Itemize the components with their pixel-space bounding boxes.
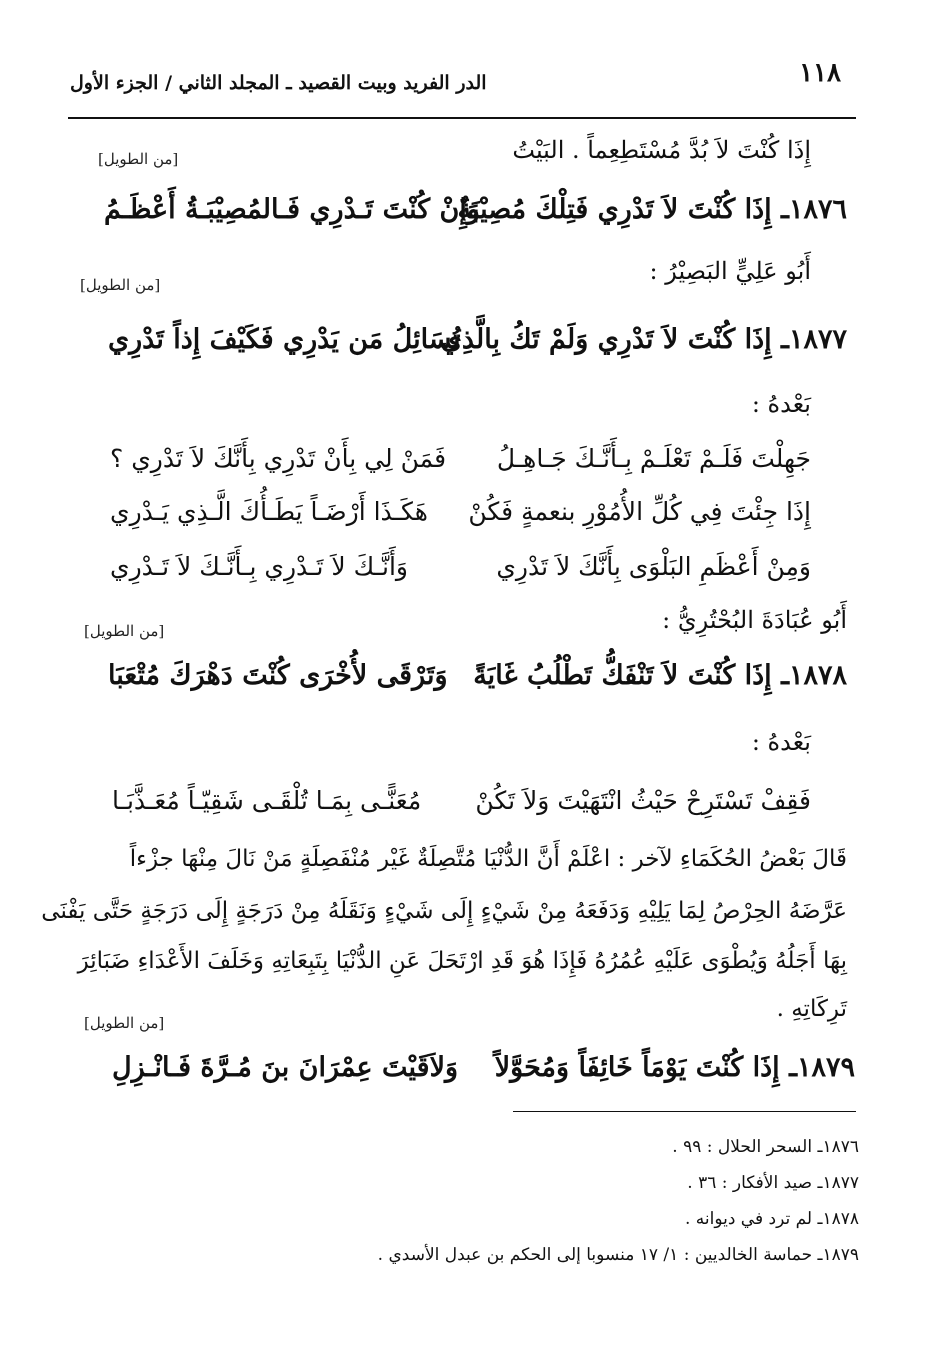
- prose-line-4: تَرِكَاتِهِ .: [776, 996, 847, 1022]
- poet-name: أَبُو عُبَادَةَ البُحْتُرِيُّ :: [662, 606, 847, 634]
- meter-tag: [من الطويل]: [80, 276, 161, 294]
- verse-1879-first-hemistich: ١٨٧٩ـ إِذَا كُنْتَ يَوْمَاً خَائِفَاً وَمُحَوَّلاً: [494, 1052, 855, 1083]
- verse-1876-first-hemistich: ١٨٧٦ـ إِذَا كُنْتَ لاَ تَدْرِي فَتِلْكَ مُصِيْبَةٌ: [457, 194, 847, 225]
- poem-line-3-first: وَمِنْ أَعْظَمِ البَلْوَى بِأَنَّكَ لاَ تَدْرِي: [496, 552, 811, 581]
- after-label: بَعْدهُ :: [751, 728, 811, 756]
- poem-line-1-first: جَهِلْتَ فَلَـمْ تَعْلَـمْ بِـأَنَّـكَ جَـاهِـلُ: [496, 444, 811, 473]
- footnote-1876: ١٨٧٦ـ السحر الحلال : ٩٩ .: [672, 1137, 859, 1157]
- after-label: بَعْدهُ :: [751, 390, 811, 418]
- verse-1878-first-hemistich: ١٨٧٨ـ إِذَا كُنْتَ لاَ تَنْفَكُّ تَطْلُبُ غَايَةً: [473, 660, 847, 691]
- prose-line-2: عَرَّضَهُ الحِرْصُ لِمَا يَلِيْهِ وَدَفَعَهُ مِنْ شَيْءٍ إِلَى شَيْءٍ وَنَقَلَهُ مِنْ دَرَجَةٍ إِلَى دَرَجَةٍ حَتَّى يَفْنَى: [41, 898, 847, 924]
- footnote-1877: ١٨٧٧ـ صيد الأفكار : ٣٦ .: [687, 1173, 859, 1193]
- verse-1877-second-hemistich: تُسَائِلُ مَن يَدْرِي فَكَيْفَ إِذاً تَدْرِي: [108, 324, 461, 355]
- poem-line-2-first: إِذَا جِئْتَ فِي كُلِّ الأُمُوْرِ بنعمةٍ فَكُنْ: [468, 497, 811, 526]
- intro-line: إِذَا كُنْتَ لاَ بُدَّ مُسْتَطِعِماً . البَيْتُ: [512, 136, 811, 164]
- footnote-rule: [513, 1111, 856, 1112]
- running-title: الدر الفريد وبيت القصيد ـ المجلد الثاني / الجزء الأول: [70, 72, 487, 94]
- poem-line-1-second: فَمَنْ لِي بِأَنْ تَدْرِي بِأَنَّكَ لاَ تَدْرِي ؟: [110, 444, 447, 473]
- poem-line-2-second: هَكَـذَا أَرْضَـاً يَطَـأُكَ الَّـذِي يَـدْرِي: [110, 497, 428, 526]
- meter-tag: [من الطويل]: [84, 1014, 165, 1032]
- footnote-1878: ١٨٧٨ـ لم ترد في ديوانه .: [684, 1209, 859, 1229]
- header-rule: [68, 117, 856, 119]
- meter-tag: [من الطويل]: [98, 150, 179, 168]
- prose-line-3: بِهَا أَجَلُهُ وَيُطْوَى عَلَيْهِ عُمُرُهُ فَإِذَا هُوَ قَدِ ارْتَحَلَ عَنِ الدُّنْيَا بِتَبِعَاتِهِ وَخَلَفَ الأَعْدَاءِ ضَبَائِرَ: [77, 948, 847, 974]
- verse-1877-first-hemistich: ١٨٧٧ـ إِذَا كُنْتَ لاَ تَدْرِي وَلَمْ تَكُ بِالَّذِي: [440, 324, 847, 355]
- poem-line-4-second: مُعَنًّـى بِمَـا تُلْقَـى شَقِيّـاً مُعَـذَّبَـا: [112, 786, 422, 815]
- poet-name: أَبُو عَلِيٍّ البَصِيْرُ :: [649, 257, 811, 285]
- meter-tag: [من الطويل]: [84, 622, 165, 640]
- page-number: ١١٨: [799, 58, 841, 88]
- footnote-1879: ١٨٧٩ـ حماسة الخالديين : ١/ ١٧ منسوبا إلى الحكم بن عبدل الأسدي .: [377, 1245, 859, 1265]
- poem-line-3-second: وَأَنَّـكَ لاَ تَـدْرِي بِـأَنَّـكَ لاَ تَـدْرِي: [110, 552, 408, 581]
- verse-1876-second-hemistich: وَإِنْ كُنْتَ تَـدْرِي فَـالمُصِيْبَـةُ أَعْظَـمُ: [104, 194, 480, 225]
- verse-1878-second-hemistich: وَتَرْقَى لأُخْرَى كُنْتَ دَهْرَكَ مُتْعَبَا: [108, 660, 448, 691]
- poem-line-4-first: فَقِفْ تَسْتَرِحْ حَيْثُ انْتَهَيْتَ وَلاَ تَكُنْ: [475, 786, 811, 815]
- verse-1879-second-hemistich: وَلاَقَيْتَ عِمْرَانَ بنَ مُـرَّةَ فَـانْـزِلِ: [112, 1052, 459, 1083]
- prose-line-1: قَالَ بَعْضُ الحُكَمَاءِ لآخر : اعْلَمْ أَنَّ الدُّنْيَا مُتَّصِلَةٌ غَيْر مُنْفَصِلَةٍ مَنْ نَالَ مِنْهَا جزْءاً: [129, 846, 847, 872]
